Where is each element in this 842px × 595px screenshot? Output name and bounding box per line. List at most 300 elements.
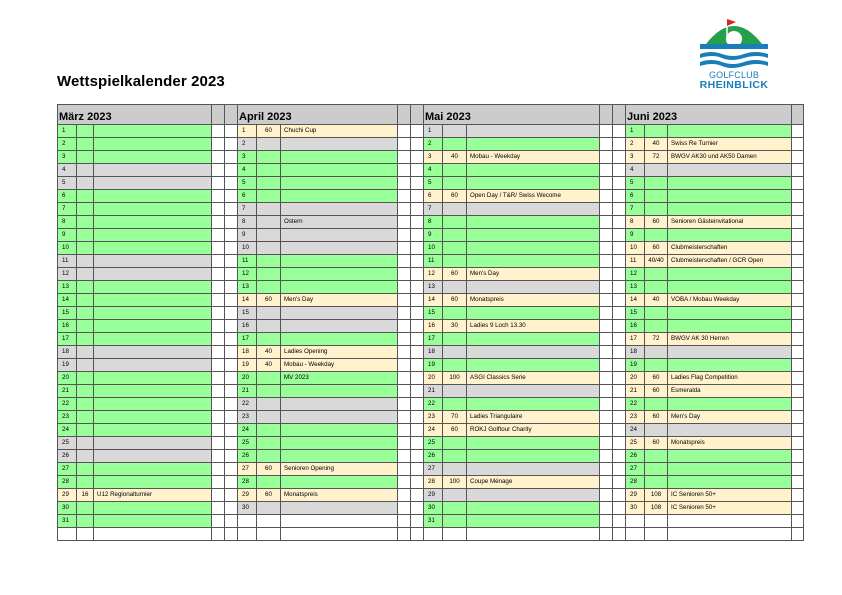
separator-cell bbox=[411, 359, 424, 372]
event-cell bbox=[668, 346, 792, 359]
table-row bbox=[58, 398, 804, 411]
day-number-cell: 31 bbox=[424, 515, 443, 528]
event-cell bbox=[281, 320, 398, 333]
separator-cell bbox=[792, 424, 804, 437]
event-cell bbox=[668, 125, 792, 138]
separator-cell bbox=[600, 268, 613, 281]
event-cell bbox=[467, 203, 600, 216]
event-cell bbox=[281, 268, 398, 281]
player-count-cell bbox=[257, 164, 281, 177]
separator-cell bbox=[225, 177, 238, 190]
event-cell bbox=[94, 346, 212, 359]
player-count-cell bbox=[257, 437, 281, 450]
day-number-cell: 8 bbox=[424, 216, 443, 229]
day-number-cell: 19 bbox=[424, 359, 443, 372]
separator-cell bbox=[212, 346, 225, 359]
event-cell: IC Senioren 50+ bbox=[668, 489, 792, 502]
player-count-cell bbox=[257, 151, 281, 164]
player-count-cell bbox=[257, 424, 281, 437]
table-row bbox=[58, 372, 804, 385]
event-cell bbox=[94, 164, 212, 177]
day-number-cell: 4 bbox=[58, 164, 77, 177]
separator-cell bbox=[398, 203, 411, 216]
day-number-cell: 9 bbox=[238, 229, 257, 242]
separator-cell bbox=[398, 359, 411, 372]
event-cell bbox=[467, 281, 600, 294]
day-number-cell: 18 bbox=[58, 346, 77, 359]
table-row bbox=[58, 489, 804, 502]
day-number-cell: 30 bbox=[424, 502, 443, 515]
separator-cell bbox=[398, 105, 411, 125]
separator-cell bbox=[212, 476, 225, 489]
day-number-cell: 5 bbox=[626, 177, 645, 190]
separator-cell bbox=[613, 125, 626, 138]
separator-cell bbox=[225, 229, 238, 242]
event-cell bbox=[94, 203, 212, 216]
event-cell bbox=[94, 372, 212, 385]
separator-cell bbox=[411, 281, 424, 294]
separator-cell bbox=[212, 307, 225, 320]
event-cell bbox=[94, 528, 212, 541]
separator-cell bbox=[792, 502, 804, 515]
day-number-cell: 26 bbox=[238, 450, 257, 463]
day-number-cell: 17 bbox=[424, 333, 443, 346]
event-cell bbox=[94, 294, 212, 307]
day-number-cell: 5 bbox=[58, 177, 77, 190]
separator-cell bbox=[398, 177, 411, 190]
separator-cell bbox=[600, 450, 613, 463]
separator-cell bbox=[411, 294, 424, 307]
player-count-cell: 40/40 bbox=[645, 255, 668, 268]
separator-cell bbox=[225, 333, 238, 346]
day-number-cell: 19 bbox=[58, 359, 77, 372]
separator-cell bbox=[411, 476, 424, 489]
event-cell bbox=[467, 398, 600, 411]
golfclub-logo bbox=[698, 14, 770, 94]
separator-cell bbox=[225, 528, 238, 541]
event-cell bbox=[94, 515, 212, 528]
event-cell bbox=[94, 437, 212, 450]
day-number-cell: 25 bbox=[238, 437, 257, 450]
separator-cell bbox=[212, 502, 225, 515]
day-number-cell: 22 bbox=[626, 398, 645, 411]
separator-cell bbox=[600, 411, 613, 424]
table-row bbox=[58, 476, 804, 489]
player-count-cell bbox=[77, 372, 94, 385]
separator-cell bbox=[411, 398, 424, 411]
separator-cell bbox=[613, 346, 626, 359]
player-count-cell bbox=[77, 333, 94, 346]
event-cell: Chuchi Cup bbox=[281, 125, 398, 138]
separator-cell bbox=[792, 489, 804, 502]
player-count-cell bbox=[443, 203, 467, 216]
event-cell bbox=[94, 411, 212, 424]
separator-cell bbox=[225, 320, 238, 333]
event-cell bbox=[94, 307, 212, 320]
event-cell bbox=[467, 164, 600, 177]
table-row bbox=[58, 307, 804, 320]
separator-cell bbox=[613, 502, 626, 515]
day-number-cell: 19 bbox=[238, 359, 257, 372]
event-cell bbox=[467, 177, 600, 190]
event-cell bbox=[94, 177, 212, 190]
separator-cell bbox=[792, 385, 804, 398]
event-cell bbox=[467, 242, 600, 255]
separator-cell bbox=[212, 151, 225, 164]
separator-cell bbox=[225, 151, 238, 164]
separator-cell bbox=[398, 268, 411, 281]
table-row bbox=[58, 164, 804, 177]
day-number-cell: 25 bbox=[424, 437, 443, 450]
separator-cell bbox=[600, 372, 613, 385]
table-row bbox=[58, 242, 804, 255]
separator-cell bbox=[398, 502, 411, 515]
table-row bbox=[58, 177, 804, 190]
day-number-cell: 9 bbox=[626, 229, 645, 242]
event-cell: IC Senioren 50+ bbox=[668, 502, 792, 515]
day-number-cell: 28 bbox=[58, 476, 77, 489]
table-row bbox=[58, 203, 804, 216]
event-cell: U12 Regionalturnier bbox=[94, 489, 212, 502]
event-cell bbox=[467, 437, 600, 450]
day-number-cell: 6 bbox=[58, 190, 77, 203]
separator-cell bbox=[792, 346, 804, 359]
event-cell bbox=[94, 281, 212, 294]
player-count-cell bbox=[257, 450, 281, 463]
separator-cell bbox=[600, 385, 613, 398]
player-count-cell: 60 bbox=[257, 463, 281, 476]
separator-cell bbox=[600, 281, 613, 294]
separator-cell bbox=[613, 515, 626, 528]
table-row bbox=[58, 385, 804, 398]
event-cell: Ladies Flag Competition bbox=[668, 372, 792, 385]
table-row bbox=[58, 138, 804, 151]
player-count-cell bbox=[257, 177, 281, 190]
separator-cell bbox=[613, 528, 626, 541]
separator-cell bbox=[792, 398, 804, 411]
event-cell bbox=[467, 255, 600, 268]
separator-cell bbox=[411, 411, 424, 424]
separator-cell bbox=[212, 203, 225, 216]
player-count-cell: 60 bbox=[645, 385, 668, 398]
separator-cell bbox=[225, 424, 238, 437]
separator-cell bbox=[613, 203, 626, 216]
separator-cell bbox=[600, 359, 613, 372]
event-cell bbox=[281, 450, 398, 463]
separator-cell bbox=[792, 307, 804, 320]
separator-cell bbox=[613, 190, 626, 203]
event-cell bbox=[281, 255, 398, 268]
separator-cell bbox=[792, 463, 804, 476]
player-count-cell bbox=[645, 476, 668, 489]
day-number-cell bbox=[58, 528, 77, 541]
day-number-cell: 8 bbox=[238, 216, 257, 229]
separator-cell bbox=[212, 424, 225, 437]
event-cell bbox=[281, 385, 398, 398]
day-number-cell: 21 bbox=[424, 385, 443, 398]
player-count-cell: 72 bbox=[645, 333, 668, 346]
day-number-cell: 16 bbox=[626, 320, 645, 333]
separator-cell bbox=[600, 515, 613, 528]
separator-cell bbox=[212, 320, 225, 333]
separator-cell bbox=[792, 320, 804, 333]
separator-cell bbox=[792, 476, 804, 489]
day-number-cell: 29 bbox=[626, 489, 645, 502]
logo-line-rheinblick: RHEINBLICK bbox=[699, 79, 769, 91]
separator-cell bbox=[212, 281, 225, 294]
day-number-cell: 21 bbox=[238, 385, 257, 398]
day-number-cell: 30 bbox=[626, 502, 645, 515]
event-cell bbox=[467, 333, 600, 346]
separator-cell bbox=[212, 138, 225, 151]
player-count-cell bbox=[443, 515, 467, 528]
player-count-cell bbox=[645, 281, 668, 294]
player-count-cell bbox=[77, 151, 94, 164]
player-count-cell bbox=[645, 398, 668, 411]
event-cell: Senioren Gästeinvitational bbox=[668, 216, 792, 229]
event-cell: Ladies Triangulaire bbox=[467, 411, 600, 424]
event-cell bbox=[467, 359, 600, 372]
separator-cell bbox=[398, 125, 411, 138]
separator-cell bbox=[398, 528, 411, 541]
day-number-cell: 20 bbox=[58, 372, 77, 385]
table-row bbox=[58, 190, 804, 203]
separator-cell bbox=[600, 398, 613, 411]
month-header: April 2023 bbox=[238, 105, 398, 125]
player-count-cell: 30 bbox=[443, 320, 467, 333]
separator-cell bbox=[398, 515, 411, 528]
day-number-cell: 25 bbox=[58, 437, 77, 450]
event-cell bbox=[467, 138, 600, 151]
separator-cell bbox=[600, 177, 613, 190]
day-number-cell: 16 bbox=[58, 320, 77, 333]
event-cell bbox=[281, 138, 398, 151]
table-row bbox=[58, 268, 804, 281]
separator-cell bbox=[792, 164, 804, 177]
event-cell: Esmeralda bbox=[668, 385, 792, 398]
event-cell bbox=[94, 333, 212, 346]
event-cell bbox=[281, 528, 398, 541]
separator-cell bbox=[613, 450, 626, 463]
player-count-cell: 100 bbox=[443, 372, 467, 385]
separator-cell bbox=[398, 346, 411, 359]
separator-cell bbox=[398, 450, 411, 463]
day-number-cell: 18 bbox=[424, 346, 443, 359]
day-number-cell: 17 bbox=[238, 333, 257, 346]
table-row bbox=[58, 450, 804, 463]
player-count-cell bbox=[257, 398, 281, 411]
separator-cell bbox=[225, 242, 238, 255]
separator-cell bbox=[398, 489, 411, 502]
event-cell bbox=[281, 502, 398, 515]
day-number-cell bbox=[424, 528, 443, 541]
event-cell bbox=[467, 346, 600, 359]
player-count-cell bbox=[77, 177, 94, 190]
event-cell: ROKJ Golftour Charity bbox=[467, 424, 600, 437]
event-cell bbox=[668, 424, 792, 437]
table-row bbox=[58, 515, 804, 528]
separator-cell bbox=[212, 229, 225, 242]
separator-cell bbox=[212, 450, 225, 463]
separator-cell bbox=[613, 105, 626, 125]
event-cell bbox=[94, 268, 212, 281]
player-count-cell bbox=[77, 463, 94, 476]
event-cell: ASGI Classics Serie bbox=[467, 372, 600, 385]
day-number-cell: 30 bbox=[238, 502, 257, 515]
separator-cell bbox=[613, 229, 626, 242]
day-number-cell: 2 bbox=[626, 138, 645, 151]
separator-cell bbox=[613, 255, 626, 268]
event-cell bbox=[467, 528, 600, 541]
separator-cell bbox=[600, 463, 613, 476]
separator-cell bbox=[613, 268, 626, 281]
month-header: Mai 2023 bbox=[424, 105, 600, 125]
player-count-cell bbox=[645, 190, 668, 203]
table-row bbox=[58, 346, 804, 359]
day-number-cell: 10 bbox=[58, 242, 77, 255]
separator-cell bbox=[212, 515, 225, 528]
separator-cell bbox=[792, 359, 804, 372]
event-cell bbox=[467, 216, 600, 229]
day-number-cell: 29 bbox=[58, 489, 77, 502]
event-cell bbox=[94, 320, 212, 333]
player-count-cell bbox=[257, 138, 281, 151]
day-number-cell: 15 bbox=[626, 307, 645, 320]
event-cell: VOBA / Mobau Weekday bbox=[668, 294, 792, 307]
player-count-cell: 60 bbox=[443, 268, 467, 281]
event-cell bbox=[467, 502, 600, 515]
player-count-cell bbox=[77, 307, 94, 320]
event-cell bbox=[467, 515, 600, 528]
day-number-cell: 7 bbox=[424, 203, 443, 216]
separator-cell bbox=[411, 463, 424, 476]
logo-line-golfclub: GOLFCLUB bbox=[708, 70, 760, 80]
day-number-cell: 12 bbox=[626, 268, 645, 281]
player-count-cell bbox=[257, 385, 281, 398]
event-cell bbox=[668, 281, 792, 294]
day-number-cell: 24 bbox=[238, 424, 257, 437]
separator-cell bbox=[225, 281, 238, 294]
event-cell: Open Day / T&R/ Swiss Wecome bbox=[467, 190, 600, 203]
player-count-cell bbox=[443, 242, 467, 255]
event-cell: Clubmeisterschaften / GCR Open bbox=[668, 255, 792, 268]
event-cell: Monatspreis bbox=[467, 294, 600, 307]
day-number-cell: 18 bbox=[626, 346, 645, 359]
player-count-cell bbox=[443, 333, 467, 346]
player-count-cell bbox=[77, 346, 94, 359]
day-number-cell: 13 bbox=[58, 281, 77, 294]
table-row bbox=[58, 463, 804, 476]
separator-cell bbox=[792, 268, 804, 281]
event-cell: Ladies Opening bbox=[281, 346, 398, 359]
player-count-cell bbox=[77, 424, 94, 437]
day-number-cell: 23 bbox=[58, 411, 77, 424]
player-count-cell bbox=[443, 138, 467, 151]
event-cell: Men's Day bbox=[668, 411, 792, 424]
separator-cell bbox=[398, 333, 411, 346]
separator-cell bbox=[225, 216, 238, 229]
day-number-cell bbox=[238, 515, 257, 528]
day-number-cell: 15 bbox=[238, 307, 257, 320]
player-count-cell bbox=[443, 229, 467, 242]
player-count-cell bbox=[645, 203, 668, 216]
player-count-cell bbox=[77, 411, 94, 424]
player-count-cell bbox=[257, 268, 281, 281]
separator-cell bbox=[225, 268, 238, 281]
day-number-cell bbox=[626, 515, 645, 528]
day-number-cell: 29 bbox=[424, 489, 443, 502]
player-count-cell: 60 bbox=[645, 411, 668, 424]
player-count-cell bbox=[645, 528, 668, 541]
day-number-cell: 24 bbox=[424, 424, 443, 437]
event-cell bbox=[668, 450, 792, 463]
separator-cell bbox=[792, 242, 804, 255]
separator-cell bbox=[411, 489, 424, 502]
event-cell: Mobau - Weekday bbox=[467, 151, 600, 164]
day-number-cell: 13 bbox=[238, 281, 257, 294]
separator-cell bbox=[600, 242, 613, 255]
separator-cell bbox=[411, 105, 424, 125]
day-number-cell: 11 bbox=[238, 255, 257, 268]
event-cell bbox=[281, 424, 398, 437]
day-number-cell: 16 bbox=[424, 320, 443, 333]
player-count-cell: 60 bbox=[645, 437, 668, 450]
separator-cell bbox=[225, 138, 238, 151]
player-count-cell bbox=[645, 463, 668, 476]
player-count-cell: 16 bbox=[77, 489, 94, 502]
player-count-cell bbox=[77, 268, 94, 281]
event-cell bbox=[281, 411, 398, 424]
separator-cell bbox=[411, 203, 424, 216]
separator-cell bbox=[411, 346, 424, 359]
day-number-cell: 22 bbox=[58, 398, 77, 411]
day-number-cell: 2 bbox=[424, 138, 443, 151]
player-count-cell bbox=[77, 320, 94, 333]
event-cell: Senioren Opening bbox=[281, 463, 398, 476]
event-cell: Ostern bbox=[281, 216, 398, 229]
player-count-cell bbox=[443, 502, 467, 515]
player-count-cell bbox=[77, 164, 94, 177]
table-row bbox=[58, 255, 804, 268]
player-count-cell bbox=[645, 424, 668, 437]
separator-cell bbox=[600, 151, 613, 164]
separator-cell bbox=[398, 190, 411, 203]
table-row bbox=[58, 229, 804, 242]
separator-cell bbox=[613, 424, 626, 437]
separator-cell bbox=[600, 346, 613, 359]
day-number-cell: 6 bbox=[238, 190, 257, 203]
day-number-cell: 1 bbox=[626, 125, 645, 138]
day-number-cell: 3 bbox=[238, 151, 257, 164]
event-cell: Men's Day bbox=[467, 268, 600, 281]
event-cell: Monatspreis bbox=[668, 437, 792, 450]
player-count-cell: 60 bbox=[443, 190, 467, 203]
separator-cell bbox=[600, 489, 613, 502]
day-number-cell: 6 bbox=[424, 190, 443, 203]
event-cell bbox=[281, 151, 398, 164]
day-number-cell: 17 bbox=[626, 333, 645, 346]
event-cell bbox=[467, 229, 600, 242]
event-cell: Clubmeisterschaften bbox=[668, 242, 792, 255]
separator-cell bbox=[225, 125, 238, 138]
player-count-cell: 108 bbox=[645, 502, 668, 515]
separator-cell bbox=[411, 177, 424, 190]
day-number-cell: 3 bbox=[626, 151, 645, 164]
event-cell bbox=[668, 229, 792, 242]
day-number-cell: 1 bbox=[58, 125, 77, 138]
event-cell: BWGV AK 30 Herren bbox=[668, 333, 792, 346]
separator-cell bbox=[411, 320, 424, 333]
